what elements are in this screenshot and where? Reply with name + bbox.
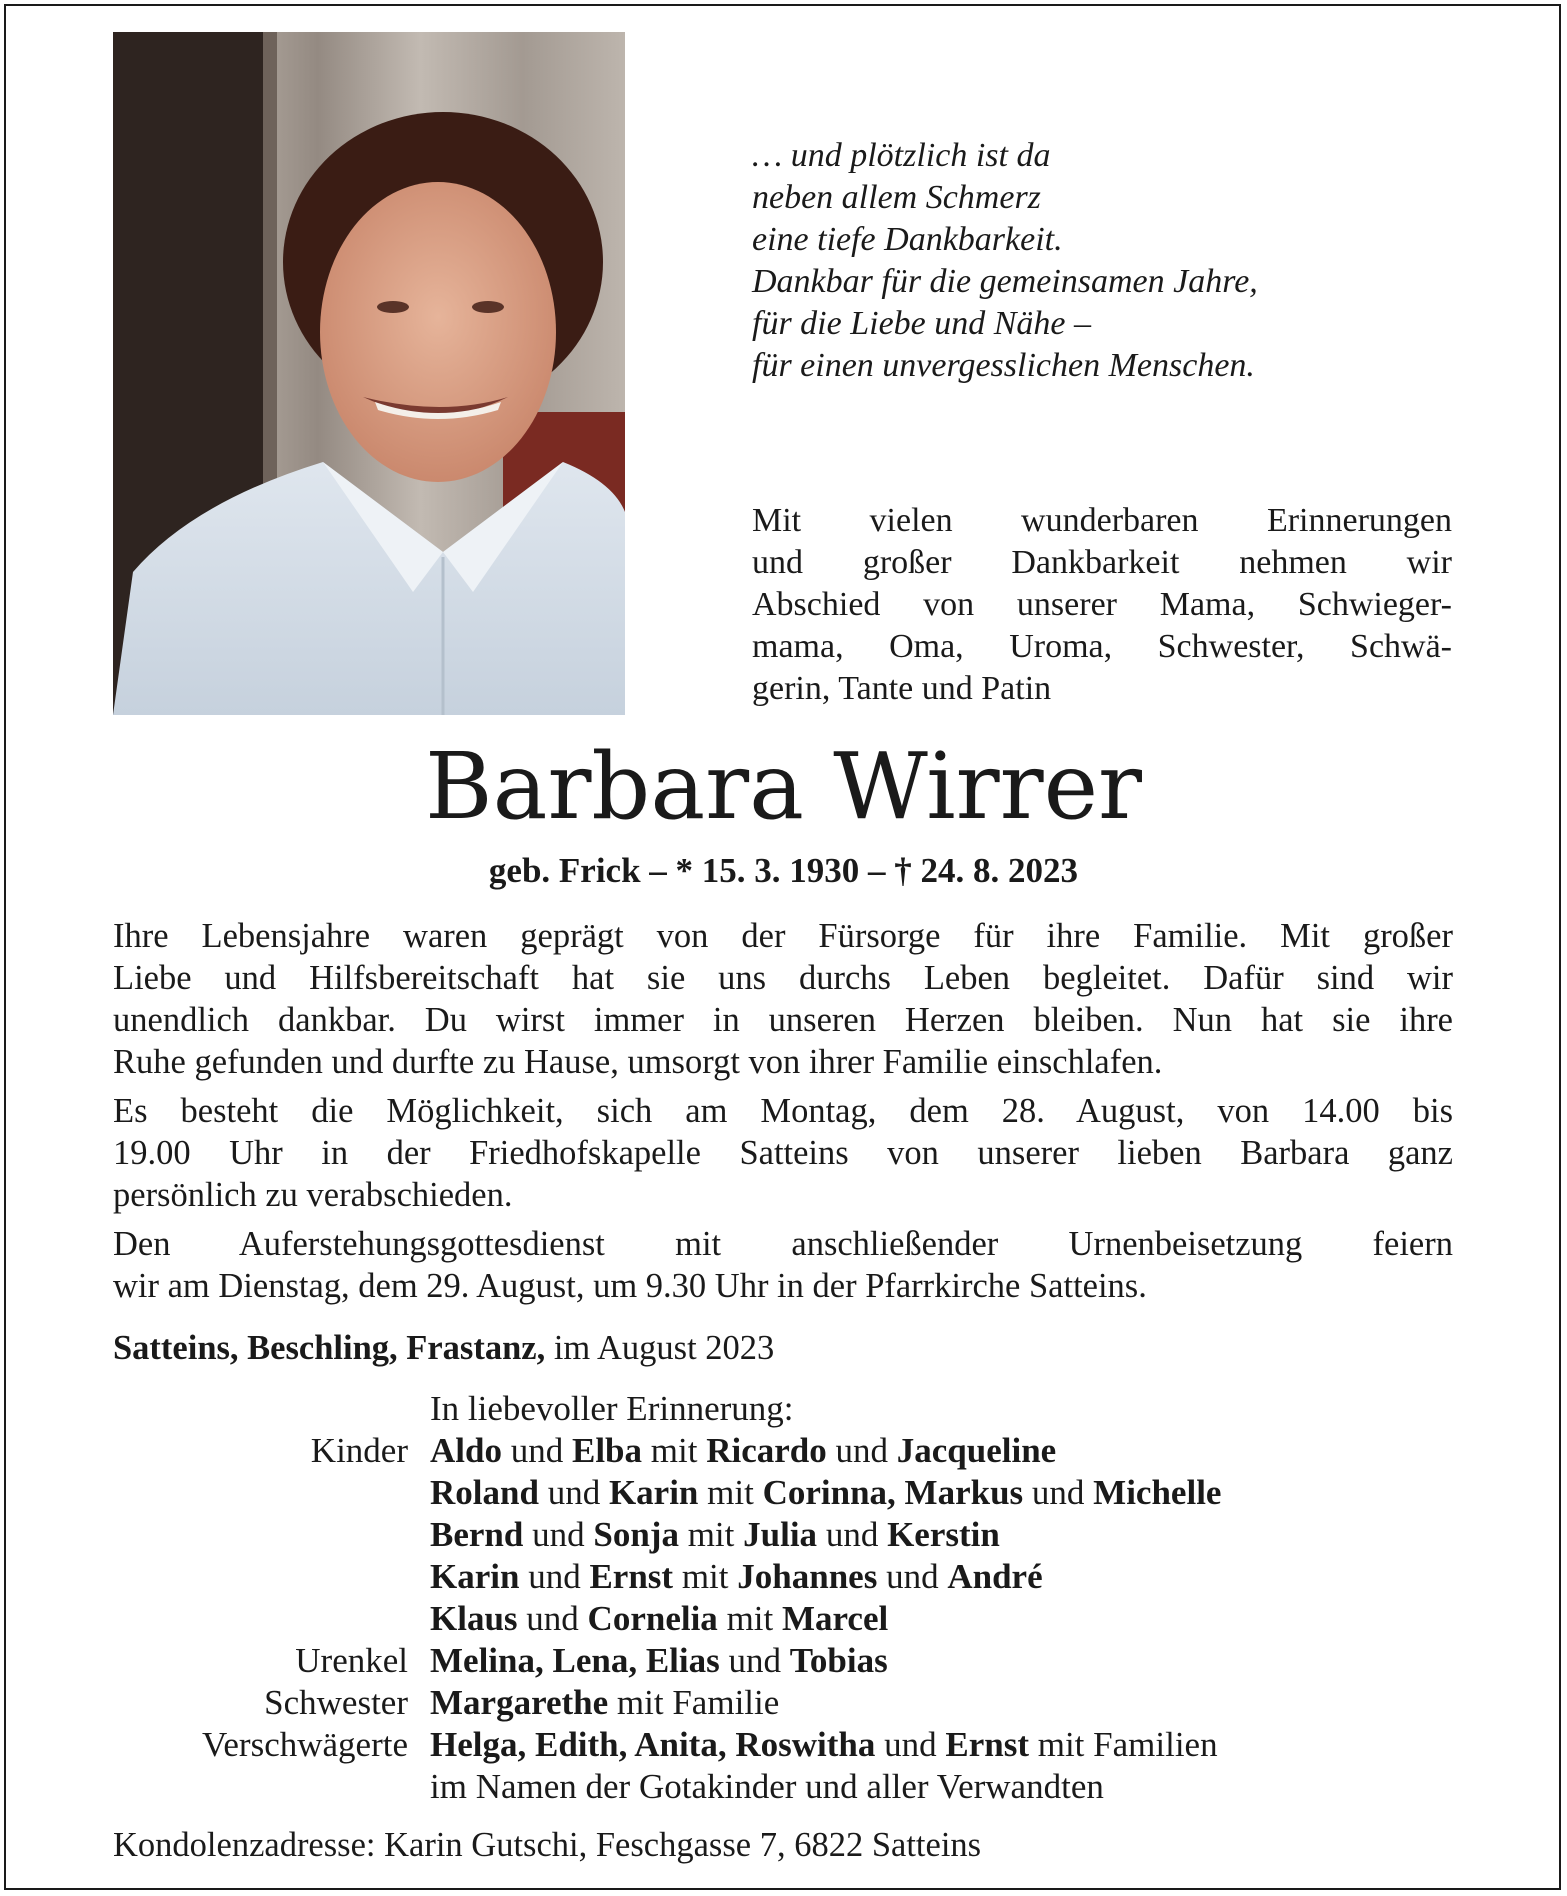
family-relation-label bbox=[113, 1556, 430, 1598]
family-members bbox=[430, 1724, 1453, 1766]
poem-line: für die Liebe und Nähe – bbox=[752, 305, 1092, 342]
family-relation-label bbox=[113, 1598, 430, 1640]
family-member-name: Ricardo bbox=[706, 1431, 827, 1470]
family-connector: und bbox=[826, 1431, 897, 1470]
family-connector: und bbox=[877, 1557, 948, 1596]
paragraph-service bbox=[113, 1223, 1453, 1307]
poem-line: … und plötzlich ist da bbox=[752, 137, 1051, 174]
family-member-name: Sonja bbox=[593, 1515, 679, 1554]
paragraph-farewell bbox=[113, 1090, 1453, 1216]
family-row bbox=[113, 1724, 1453, 1766]
family-member-name: Kerstin bbox=[887, 1515, 1000, 1554]
family-member-name: Helga, Edith, Anita, Roswitha bbox=[430, 1725, 876, 1764]
family-member-name: Elba bbox=[571, 1431, 643, 1470]
family-connector: und bbox=[501, 1431, 572, 1470]
family-relation-label bbox=[113, 1472, 430, 1514]
family-member-name: Klaus bbox=[430, 1599, 518, 1638]
family-member-name: Cornelia bbox=[587, 1599, 718, 1638]
family-member-name: Tobias bbox=[789, 1641, 888, 1680]
family-member-name: Ernst bbox=[589, 1557, 674, 1596]
paragraph-line: Liebe und Hilfsbereitschaft hat sie uns durchs Leben begleitet. Dafür sind wir bbox=[113, 959, 1453, 997]
family-connector: mit bbox=[678, 1515, 744, 1554]
paragraph-line: persönlich zu verabschieden. bbox=[113, 1176, 513, 1214]
poem-line: eine tiefe Dankbarkeit. bbox=[752, 221, 1063, 258]
intro-line: Abschied von unserer Mama, Schwieger- bbox=[752, 586, 1452, 623]
family-member-name: Johannes bbox=[737, 1557, 878, 1596]
family-member-name: Melina, Lena, Elias bbox=[430, 1641, 720, 1680]
family-connector: mit bbox=[717, 1599, 782, 1638]
family-member-name: Margarethe bbox=[430, 1683, 609, 1722]
family-members bbox=[430, 1598, 1453, 1640]
deceased-name: Barbara Wirrer bbox=[425, 733, 1142, 840]
family-relation-label: Schwester bbox=[264, 1683, 408, 1722]
family-members bbox=[430, 1556, 1453, 1598]
family-connector: und bbox=[523, 1515, 594, 1554]
family-members bbox=[430, 1682, 1453, 1724]
family-member-name: Roland bbox=[430, 1473, 539, 1512]
family-connector: und bbox=[875, 1725, 946, 1764]
family-member-name: Karin bbox=[430, 1557, 520, 1596]
family-row bbox=[113, 1598, 1453, 1640]
poem-line: Dankbar für die gemeinsamen Jahre, bbox=[752, 263, 1258, 300]
family-member-name: Jacqueline bbox=[896, 1431, 1057, 1470]
family-connector: mit Familie bbox=[608, 1683, 780, 1722]
family-member-name: Marcel bbox=[782, 1599, 889, 1638]
family-heading-row bbox=[113, 1388, 1453, 1430]
deceased-dates: geb. Frick – * 15. 3. 1930 – † 24. 8. 2023 bbox=[488, 851, 1079, 890]
place-date-line bbox=[113, 1327, 1453, 1369]
family-member-name: Julia bbox=[743, 1515, 818, 1554]
condolence-address: Kondolenzadresse: Karin Gutschi, Feschgasse 7, 6822 Satteins bbox=[113, 1826, 982, 1864]
poem-line: für einen unvergesslichen Menschen. bbox=[752, 347, 1255, 384]
family-connector: mit bbox=[673, 1557, 738, 1596]
place-towns: Satteins, Beschling, Frastanz, bbox=[113, 1329, 546, 1367]
intro-line: mama, Oma, Uroma, Schwester, Schwä- bbox=[752, 628, 1452, 665]
family-member-name: Michelle bbox=[1093, 1473, 1222, 1512]
family-members bbox=[430, 1514, 1453, 1556]
family-row bbox=[113, 1766, 1453, 1808]
family-members bbox=[430, 1640, 1453, 1682]
family-heading: In liebevoller Erinnerung: bbox=[430, 1389, 794, 1428]
family-connector: und bbox=[538, 1473, 609, 1512]
family-relation-label: Verschwägerte bbox=[201, 1725, 408, 1764]
paragraph-life bbox=[113, 915, 1453, 1083]
paragraph-line: unendlich dankbar. Du wirst immer in unseren Herzen bleiben. Nun hat sie ihre bbox=[113, 1001, 1453, 1039]
family-member-name: Ernst bbox=[945, 1725, 1029, 1764]
family-member-name: Karin bbox=[608, 1473, 699, 1512]
paragraph-line: Den Auferstehungsgottesdienst mit anschließender Urnenbeisetzung feiern bbox=[113, 1225, 1453, 1263]
family-connector: mit bbox=[698, 1473, 763, 1512]
family-list bbox=[113, 1388, 1453, 1808]
intro-text bbox=[752, 500, 1452, 710]
intro-line: und großer Dankbarkeit nehmen wir bbox=[752, 544, 1452, 581]
family-relation-label: Kinder bbox=[310, 1431, 408, 1470]
family-relation-label bbox=[113, 1766, 430, 1808]
family-members bbox=[430, 1430, 1453, 1472]
family-connector: und bbox=[517, 1599, 588, 1638]
family-relation-label bbox=[113, 1514, 430, 1556]
family-connector: und bbox=[817, 1515, 888, 1554]
family-connector: im Namen der Gotakinder und aller Verwandten bbox=[430, 1767, 1104, 1806]
family-row bbox=[113, 1640, 1453, 1682]
family-members bbox=[430, 1766, 1453, 1808]
place-date: im August 2023 bbox=[545, 1329, 775, 1367]
family-member-name: Bernd bbox=[430, 1515, 524, 1554]
paragraph-line: 19.00 Uhr in der Friedhofskapelle Satteins von unserer lieben Barbara ganz bbox=[113, 1134, 1453, 1172]
family-member-name: Corinna, Markus bbox=[762, 1473, 1024, 1512]
family-member-name: Aldo bbox=[430, 1431, 502, 1470]
poem-line: neben allem Schmerz bbox=[752, 179, 1041, 216]
portrait-photo bbox=[113, 32, 625, 715]
family-connector: mit Familien bbox=[1028, 1725, 1218, 1764]
family-row bbox=[113, 1472, 1453, 1514]
paragraph-line: wir am Dienstag, dem 29. August, um 9.30 Uhr in der Pfarrkirche Satteins. bbox=[113, 1267, 1147, 1305]
family-member-name: André bbox=[947, 1557, 1043, 1596]
family-relation-label: Urenkel bbox=[295, 1641, 408, 1680]
intro-line: Mit vielen wunderbaren Erinnerungen bbox=[752, 502, 1452, 539]
paragraph-line: Es besteht die Möglichkeit, sich am Montag, dem 28. August, von 14.00 bis bbox=[113, 1092, 1453, 1130]
intro-line: gerin, Tante und Patin bbox=[752, 670, 1052, 707]
poem bbox=[752, 135, 1532, 387]
family-connector: mit bbox=[642, 1431, 707, 1470]
family-row bbox=[113, 1514, 1453, 1556]
family-row bbox=[113, 1682, 1453, 1724]
family-connector: und bbox=[1023, 1473, 1094, 1512]
family-members bbox=[430, 1472, 1453, 1514]
family-connector: und bbox=[719, 1641, 790, 1680]
family-row bbox=[113, 1556, 1453, 1598]
family-connector: und bbox=[519, 1557, 590, 1596]
paragraph-line: Ruhe gefunden und durfte zu Hause, umsorgt von ihrer Familie einschlafen. bbox=[113, 1043, 1163, 1081]
paragraph-line: Ihre Lebensjahre waren geprägt von der Fürsorge für ihre Familie. Mit großer bbox=[113, 917, 1453, 955]
family-row bbox=[113, 1430, 1453, 1472]
